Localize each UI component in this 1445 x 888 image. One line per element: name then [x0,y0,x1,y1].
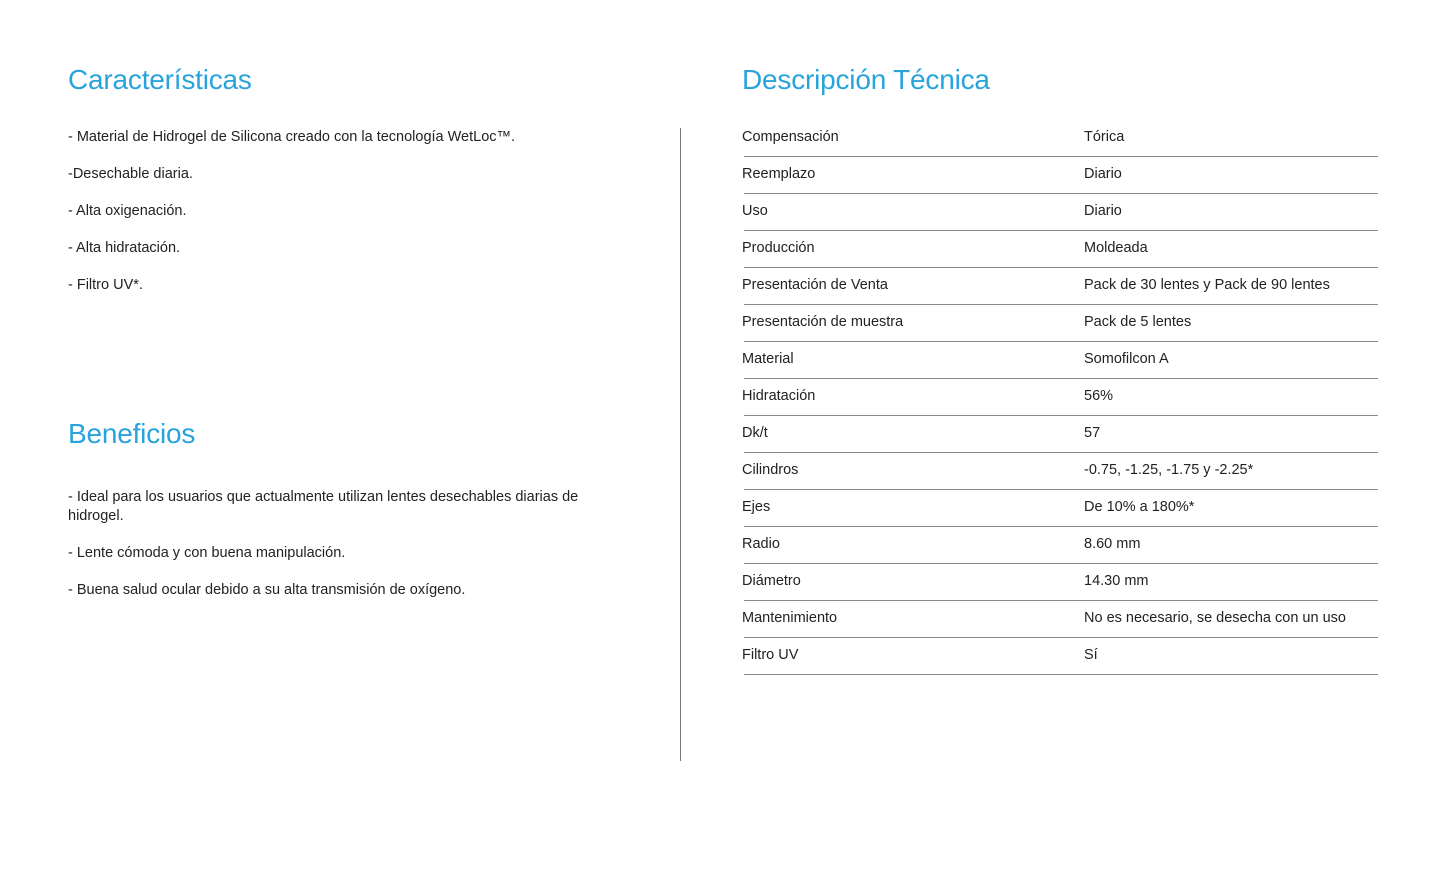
spec-label: Presentación de muestra [742,314,904,330]
benefits-item: - Buena salud ocular debido a su alta transmisión de oxígeno. [68,582,466,598]
benefits-title: Beneficios [68,418,196,449]
benefits-list [68,488,588,618]
features-title: Características [68,64,252,95]
spec-value: Pack de 30 lentes y Pack de 90 lentes [1084,277,1330,293]
spec-label: Ejes [742,499,771,515]
spec-label: Uso [742,203,768,219]
spec-label: Diámetro [742,573,801,589]
spec-value: Tórica [1084,129,1125,145]
spec-label: Cilindros [742,462,799,478]
spec-value: Diario [1084,203,1122,219]
spec-value: -0.75, -1.25, -1.75 y -2.25* [1084,462,1254,478]
spec-value: Diario [1084,166,1122,182]
specs-table [742,120,1378,675]
spec-label: Mantenimiento [742,610,838,626]
spec-row [744,490,1378,527]
features-item: - Alta hidratación. [68,240,181,256]
spec-row [744,157,1378,194]
specs-title: Descripción Técnica [742,64,990,95]
spec-row [744,416,1378,453]
spec-value: 57 [1084,425,1101,441]
spec-row [744,453,1378,490]
features-item: - Alta oxigenación. [68,203,187,219]
benefits-item: - Ideal para los usuarios que actualmente utilizan lentes desechables diarias de hidrogel. [68,489,579,524]
spec-label: Presentación de Venta [742,277,888,293]
spec-label: Producción [742,240,815,256]
spec-row [744,564,1378,601]
spec-row [744,268,1378,305]
features-item: -Desechable diaria. [68,166,193,182]
spec-value: Somofilcon A [1084,351,1169,367]
spec-value: De 10% a 180%* [1084,499,1195,515]
features-list [68,128,588,313]
spec-label: Dk/t [742,425,768,441]
spec-row [744,305,1378,342]
spec-value: 8.60 mm [1084,536,1141,552]
spec-row [744,231,1378,268]
spec-row [744,638,1378,675]
spec-value: No es necesario, se desecha con un uso [1084,610,1346,626]
spec-label: Compensación [742,129,839,145]
column-divider [680,128,681,761]
spec-label: Radio [742,536,780,552]
spec-row [744,601,1378,638]
spec-label: Material [742,351,794,367]
spec-row [744,342,1378,379]
spec-row [744,120,1378,157]
spec-value: 14.30 mm [1084,573,1149,589]
spec-label: Reemplazo [742,166,816,182]
spec-value: 56% [1084,388,1114,404]
spec-row [744,194,1378,231]
spec-value: Pack de 5 lentes [1084,314,1192,330]
spec-value: Sí [1084,647,1098,663]
spec-row [744,527,1378,564]
spec-value: Moldeada [1084,240,1148,256]
spec-label: Hidratación [742,388,816,404]
features-item: - Material de Hidrogel de Silicona creado con la tecnología WetLoc™. [68,129,516,145]
spec-label: Filtro UV [742,647,799,663]
spec-row [744,379,1378,416]
features-item: - Filtro UV*. [68,277,143,293]
benefits-item: - Lente cómoda y con buena manipulación. [68,545,346,561]
